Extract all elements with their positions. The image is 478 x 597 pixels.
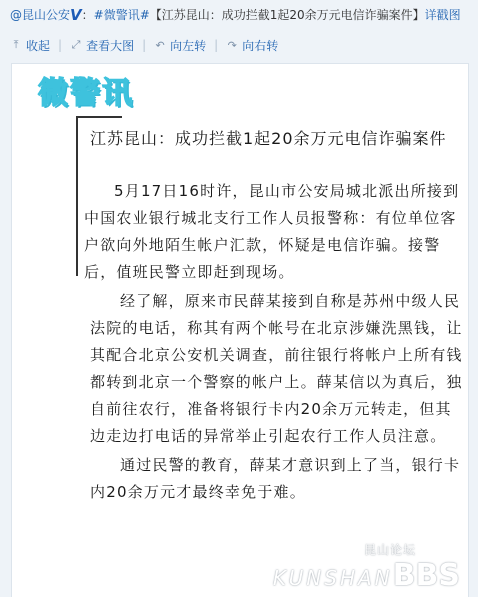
collapse-button[interactable]: [10, 37, 50, 54]
author-colon: ：: [81, 8, 94, 22]
rotate-right-icon: ↷: [227, 38, 237, 52]
collapse-label: 收起: [26, 38, 51, 53]
view-large-button[interactable]: [70, 37, 134, 54]
rotate-left-button[interactable]: [154, 37, 206, 54]
verified-badge-icon[interactable]: V: [70, 6, 82, 24]
title-bracket-side: [76, 116, 78, 276]
weijingxun-logo: 微警讯: [38, 76, 134, 111]
author-link[interactable]: @昆山公安: [10, 8, 71, 22]
view-large-label: 查看大图: [86, 38, 135, 53]
rotate-right-button[interactable]: [226, 37, 278, 54]
toolbar-separator: |: [214, 38, 219, 52]
watermark-brand: [273, 558, 460, 593]
arrow-up-icon: ⤒: [13, 38, 19, 51]
post-header: [10, 6, 472, 24]
rotate-left-icon: ↶: [155, 38, 165, 52]
image-toolbar: [10, 36, 278, 54]
post-text: 【江苏昆山：成功拦截1起20余万元电信诈骗案件】: [149, 8, 425, 22]
article-body: [84, 128, 464, 506]
toolbar-separator: |: [58, 38, 63, 52]
zoom-icon: ⤢: [71, 38, 81, 51]
rotate-left-label: 向左转: [170, 38, 207, 53]
watermark-forum-name: 昆山论坛: [363, 543, 416, 557]
kunshan-bbs-watermark: [273, 541, 460, 593]
article-title: 江苏昆山：成功拦截1起20余万元电信诈骗案件: [90, 129, 447, 148]
watermark-kunshan: KUNSHAN: [272, 566, 393, 590]
watermark-bbs: BBS: [392, 558, 460, 593]
title-bracket-top: [76, 116, 122, 118]
article-paragraph: 经了解，原来市民薛某接到自称是苏州中级人民法院的电话，称其有两个帐号在北京涉嫌洗黑钱，让其配合北京公安机关调查，前往银行将帐户上所有钱都转到北京一个警察的帐户上。薛某信以为真后，独自前往农行，准备将银行卡内20余万元转走，但其边走边打电话的异常举止引起农行工作人员注意。: [90, 292, 463, 445]
post-image[interactable]: [12, 64, 468, 597]
detail-link[interactable]: 详戳图: [424, 8, 461, 22]
topic-tag-link[interactable]: #微警讯#: [93, 8, 150, 22]
article-paragraph: 5月17日16时许，昆山市公安局城北派出所接到中国农业银行城北支行工作人员报警称：有位单位客户欲向外地陌生帐户汇款，怀疑是电信诈骗。接警后，值班民警立即赶到现场。: [84, 182, 460, 281]
rotate-right-label: 向右转: [242, 38, 279, 53]
toolbar-separator: |: [142, 38, 147, 52]
article-paragraph: 通过民警的教育，薛某才意识到上了当，银行卡内20余万元才最终幸免于难。: [90, 456, 461, 501]
